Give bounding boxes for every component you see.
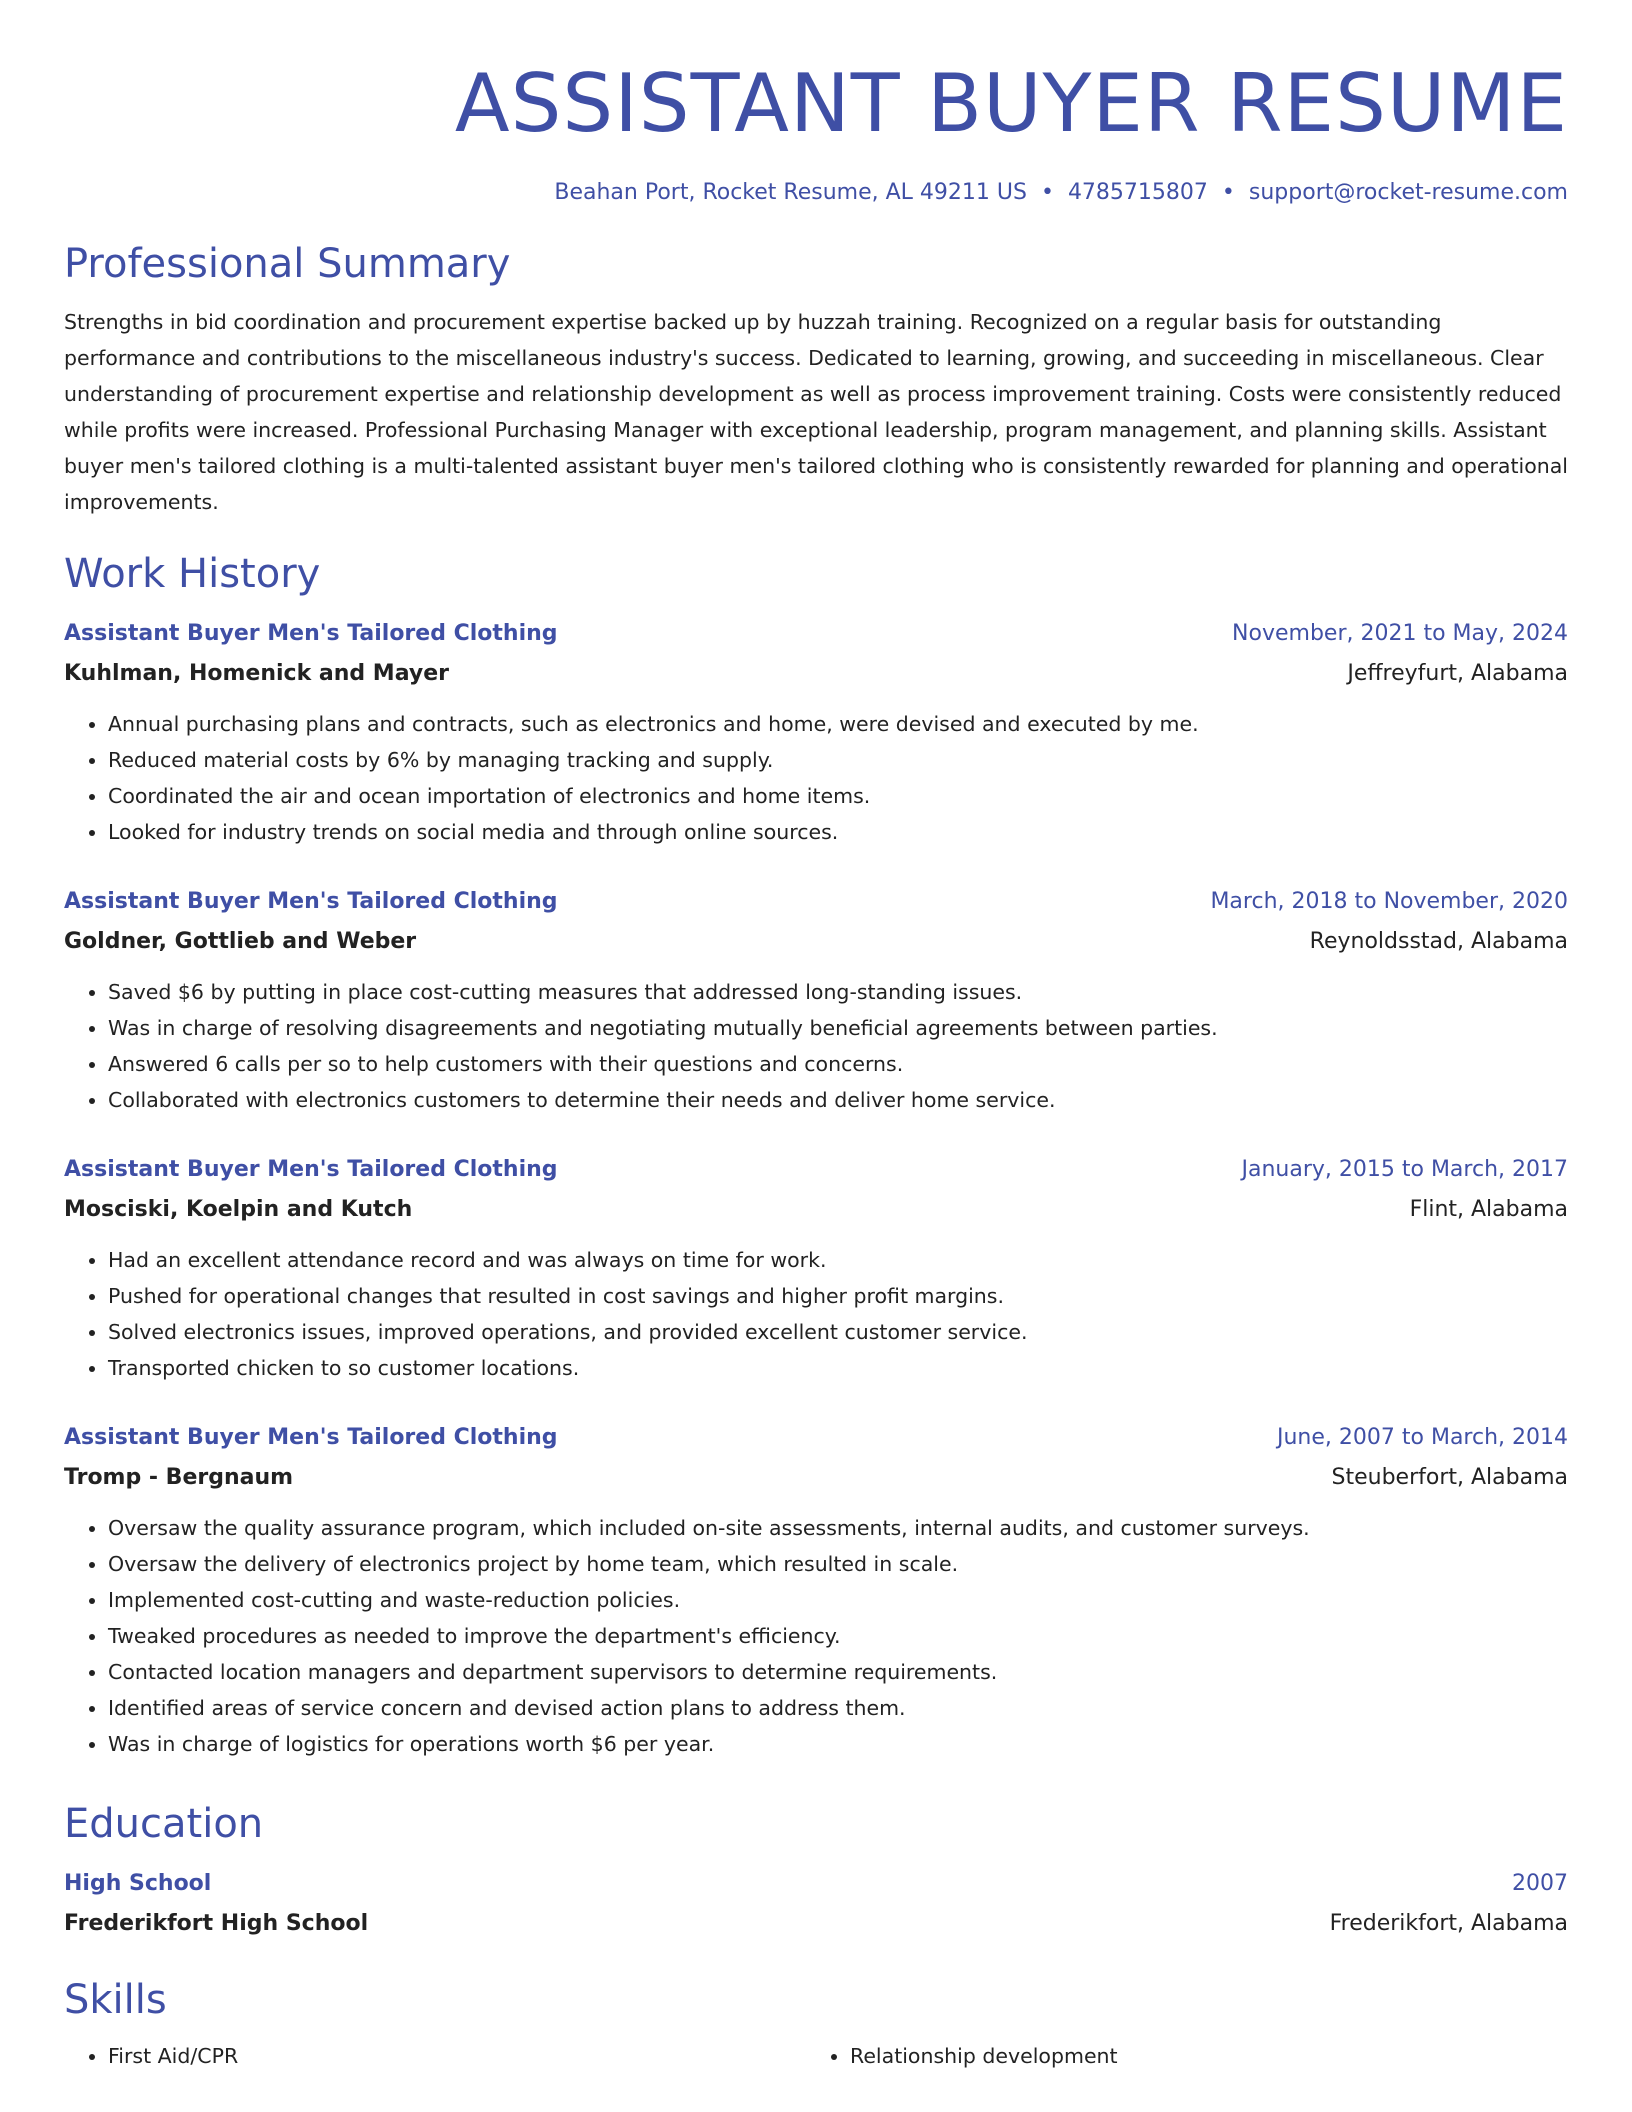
skills-column-left	[64, 2038, 806, 2074]
job-dates: January, 2015 to March, 2017	[1241, 1157, 1568, 1182]
contact-phone: 4785715807	[1067, 180, 1208, 205]
job-bullet: • Implemented cost-cutting and waste-reduction policies.	[108, 1582, 1568, 1618]
job-entry	[64, 882, 1568, 1118]
job-title: Assistant Buyer Men's Tailored Clothing	[64, 1157, 558, 1182]
job-entry	[64, 1150, 1568, 1386]
contact-separator: •	[1221, 180, 1235, 205]
contact-separator: •	[1040, 180, 1054, 205]
skills-heading: Skills	[64, 1977, 167, 2023]
job-employer: Goldner, Gottlieb and Weber	[64, 929, 417, 954]
work-history-heading: Work History	[64, 551, 321, 597]
job-bullet: • Tweaked procedures as needed to improve the department's efficiency.	[108, 1618, 1568, 1654]
contact-address: Beahan Port, Rocket Resume, AL 49211 US	[554, 180, 1027, 205]
job-bullet: • Looked for industry trends on social media and through online sources.	[108, 814, 1568, 850]
job-bullet: • Pushed for operational changes that resulted in cost savings and higher profit margins.	[108, 1278, 1568, 1314]
job-location: Jeffreyfurt, Alabama	[1347, 661, 1568, 686]
education-entry	[64, 1864, 1568, 1944]
job-bullet: • Solved electronics issues, improved operations, and provided excellent customer service.	[108, 1314, 1568, 1350]
job-location: Steuberfort, Alabama	[1331, 1465, 1568, 1490]
job-entry	[64, 614, 1568, 850]
job-employer: Tromp - Bergnaum	[64, 1465, 294, 1490]
education-location: Frederikfort, Alabama	[1329, 1911, 1568, 1936]
job-bullets	[64, 706, 1568, 850]
resume-title: ASSISTANT BUYER RESUME	[454, 57, 1568, 150]
skills-list	[64, 2038, 1568, 2074]
skill-item: • First Aid/CPR	[108, 2038, 806, 2074]
job-entry	[64, 1418, 1568, 1762]
job-bullets	[64, 1510, 1568, 1762]
job-employer: Mosciski, Koelpin and Kutch	[64, 1197, 413, 1222]
job-location: Flint, Alabama	[1409, 1197, 1568, 1222]
job-bullet: • Was in charge of resolving disagreements and negotiating mutually beneficial agreements between parties.	[108, 1010, 1568, 1046]
job-title: Assistant Buyer Men's Tailored Clothing	[64, 621, 558, 646]
job-bullet: • Was in charge of logistics for operations worth $6 per year.	[108, 1726, 1568, 1762]
job-bullet: • Saved $6 by putting in place cost-cutting measures that addressed long-standing issues.	[108, 974, 1568, 1010]
skills-column-right	[806, 2038, 1548, 2074]
summary-text: Strengths in bid coordination and procurement expertise backed up by huzzah training. Recognized on a regular basis for outstanding performance and contributions to the miscellaneous industry's success. Dedicated to learning, growing, and succeeding in miscellaneous. Clear understanding of procurement expertise and relationship development as well as process improvement training. Costs were consistently reduced while profits were increased. Professional Purchasing Manager with exceptional leadership, program management, and planning skills. Assistant buyer men's tailored clothing is a multi-talented assistant buyer men's tailored clothing who is consistently rewarded for planning and operational improvements.	[64, 310, 1568, 514]
job-title: Assistant Buyer Men's Tailored Clothing	[64, 889, 558, 914]
job-dates: March, 2018 to November, 2020	[1210, 889, 1568, 914]
education-degree: High School	[64, 1871, 212, 1896]
education-school: Frederikfort High School	[64, 1911, 369, 1936]
education-heading: Education	[64, 1801, 264, 1847]
job-bullet: • Collaborated with electronics customers to determine their needs and deliver home service.	[108, 1082, 1568, 1118]
job-employer: Kuhlman, Homenick and Mayer	[64, 661, 449, 686]
job-title: Assistant Buyer Men's Tailored Clothing	[64, 1425, 558, 1450]
job-bullets	[64, 974, 1568, 1118]
job-bullet: • Transported chicken to so customer locations.	[108, 1350, 1568, 1386]
job-bullets	[64, 1242, 1568, 1386]
contact-line	[64, 178, 1568, 208]
job-bullet: • Had an excellent attendance record and was always on time for work.	[108, 1242, 1568, 1278]
education-year: 2007	[1512, 1871, 1568, 1896]
job-bullet: • Reduced material costs by 6% by managing tracking and supply.	[108, 742, 1568, 778]
job-dates: November, 2021 to May, 2024	[1232, 621, 1568, 646]
job-bullet: • Oversaw the quality assurance program, which included on-site assessments, internal audits, and customer surveys.	[108, 1510, 1568, 1546]
job-bullet: • Identified areas of service concern and devised action plans to address them.	[108, 1690, 1568, 1726]
job-bullet: • Oversaw the delivery of electronics project by home team, which resulted in scale.	[108, 1546, 1568, 1582]
job-bullet: • Answered 6 calls per so to help customers with their questions and concerns.	[108, 1046, 1568, 1082]
resume-page	[64, 0, 1568, 2074]
job-location: Reynoldsstad, Alabama	[1309, 929, 1568, 954]
contact-email[interactable]: support@rocket-resume.com	[1248, 180, 1568, 205]
summary-heading: Professional Summary	[64, 241, 511, 287]
job-bullet: • Contacted location managers and department supervisors to determine requirements.	[108, 1654, 1568, 1690]
job-bullet: • Coordinated the air and ocean importation of electronics and home items.	[108, 778, 1568, 814]
job-dates: June, 2007 to March, 2014	[1277, 1425, 1568, 1450]
skill-item: • Relationship development	[850, 2038, 1548, 2074]
job-bullet: • Annual purchasing plans and contracts, such as electronics and home, were devised and executed by me.	[108, 706, 1568, 742]
